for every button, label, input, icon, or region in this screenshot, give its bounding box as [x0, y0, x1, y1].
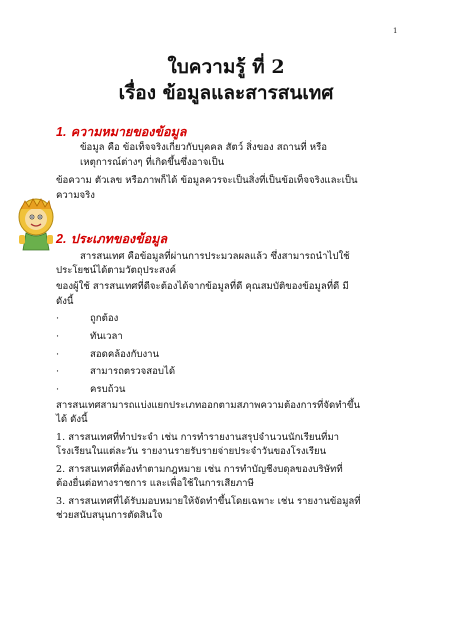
- list-item: สามารถตรวจสอบได้: [90, 366, 176, 377]
- paragraph-line: ความจริง: [56, 190, 95, 201]
- list-item: ทันเวลา: [90, 331, 123, 342]
- paragraph-line: ข้อมูล คือ ข้อเท็จจริงเกี่ยวกับบุคคล สัตว์ สิ่งของ สถานที่ หรือ: [80, 142, 327, 153]
- cartoon-character-icon: [13, 195, 59, 251]
- page-title: ใบความรู้ ที่ 2: [167, 56, 285, 78]
- section-heading-types: [56, 231, 167, 247]
- section-number: 2.: [56, 232, 67, 246]
- paragraph-line: สารสนเทศ คือข้อมูลที่ผ่านการประมวลผลแล้ว ซึ่งสามารถนำไปใช้: [80, 251, 350, 262]
- type-line: ต้องยื่นต่อทางราชการ และเพื่อใช้ในการเสียภาษี: [56, 478, 254, 489]
- bullet-marker: ·: [56, 331, 60, 342]
- page-subtitle: เรื่อง ข้อมูลและสารสนเทศ: [118, 82, 334, 104]
- paragraph-line: ได้ ดังนี้: [56, 414, 88, 425]
- paragraph-line: ดังนี้: [56, 296, 74, 307]
- list-item: ครบถ้วน: [90, 384, 126, 395]
- paragraph-line: ประโยชน์ได้ตามวัตถุประสงค์: [56, 265, 177, 276]
- type-line: 3. สารสนเทศที่ได้รับมอบหมายให้จัดทำขึ้นโดยเฉพาะ เช่น รายงานข้อมูลที่: [56, 496, 361, 507]
- type-line: โรงเรียนในแต่ละวัน รายงานรายรับรายจ่ายประจำวันของโรงเรียน: [56, 446, 327, 457]
- section-number: 1.: [56, 125, 67, 139]
- bullet-marker: ·: [56, 384, 60, 395]
- type-line: ช่วยสนับสนุนการตัดสินใจ: [56, 510, 163, 521]
- paragraph-line: สารสนเทศสามารถแบ่งแยกประเภทออกตามสภาพความต้องการที่จัดทำขึ้น: [56, 400, 361, 411]
- page-number: 1: [393, 27, 398, 35]
- bullet-marker: ·: [56, 349, 60, 360]
- bullet-marker: ·: [56, 366, 60, 377]
- type-line: 2. สารสนเทศที่ต้องทำตามกฎหมาย เช่น การทำบัญชีงบดุลของบริษัทที่: [56, 464, 343, 475]
- list-item: สอดคล้องกับงาน: [90, 349, 160, 360]
- paragraph-line: ข้อความ ตัวเลข หรือภาพก็ได้ ข้อมูลควรจะเป็นสิ่งที่เป็นข้อเท็จจริงและเป็น: [56, 175, 358, 186]
- bullet-marker: ·: [56, 313, 60, 324]
- section-heading-meaning: [56, 124, 186, 140]
- paragraph-line: เหตุการณ์ต่างๆ ที่เกิดขึ้นซึ่งอาจเป็น: [80, 157, 225, 168]
- section-title: ความหมายของข้อมูล: [70, 124, 187, 139]
- type-line: 1. สารสนเทศที่ทำประจำ เช่น การทำรายงานสรุปจำนวนนักเรียนที่มา: [56, 432, 340, 443]
- section-title: ประเภทของข้อมูล: [70, 231, 168, 246]
- paragraph-line: ของผู้ใช้ สารสนเทศที่ดีจะต้องได้จากข้อมูลที่ดี คุณสมบัติของข้อมูลที่ดี มี: [56, 281, 349, 292]
- list-item: ถูกต้อง: [90, 313, 119, 324]
